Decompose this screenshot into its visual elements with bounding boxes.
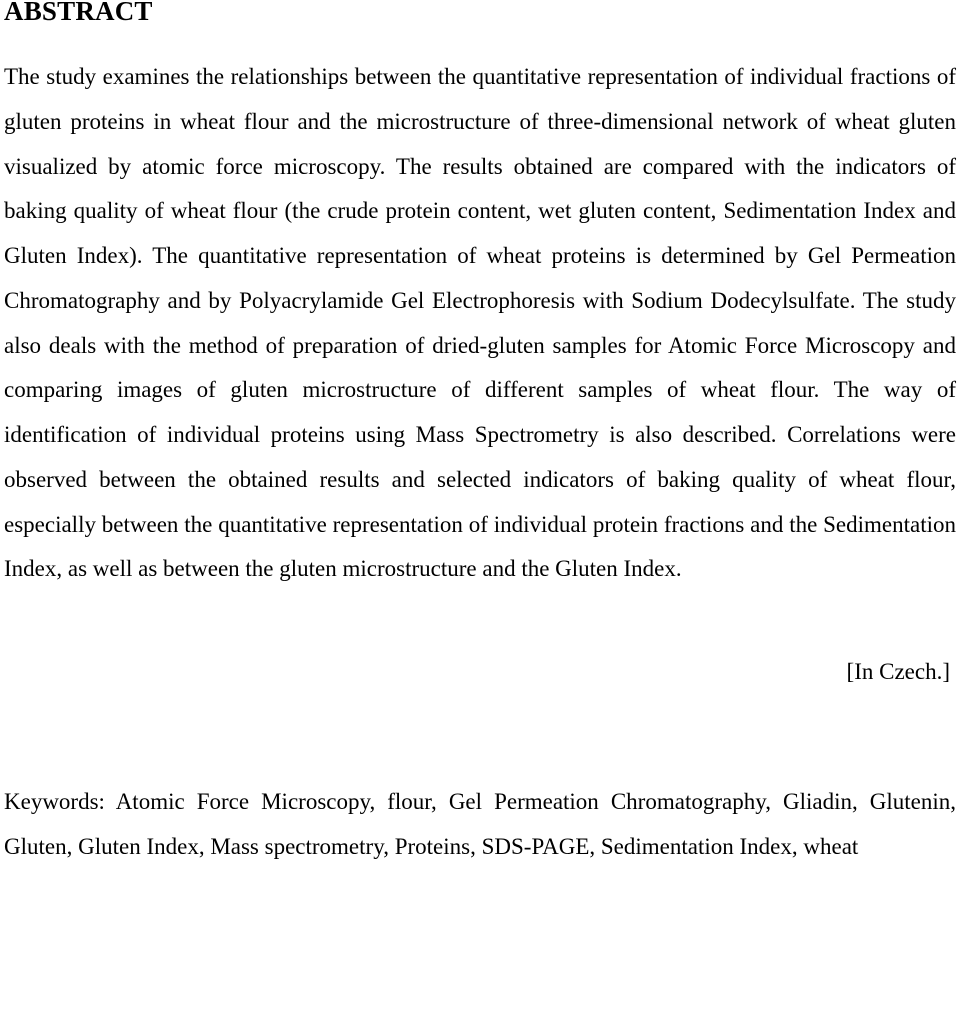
abstract-paragraph: The study examines the relationships between the quantitative representation of individual fractions of gluten proteins in wheat flour and the microstructure of three-dimensional network of wheat gluten visualized by atomic force microscopy. The results obtained are compared with the indicators of baking quality of wheat flour (the crude protein content, wet gluten content, Sedimentation Index and Gluten Index). The quantitative representation of wheat proteins is determined by Gel Permeation Chromatography and by Polyacrylamide Gel Electrophoresis with Sodium Dodecylsulfate. The study also deals with the method of preparation of dried-gluten samples for Atomic Force Microscopy and comparing images of gluten microstructure of different samples of wheat flour. The way of identification of individual proteins using Mass Spectrometry is also described. Correlations were observed between the obtained results and selected indicators of baking quality of wheat flour, especially between the quantitative representation of individual protein fractions and the Sedimentation Index, as well as between the gluten microstructure and the Gluten Index. xyxy=(4,64,956,582)
keywords-paragraph: Keywords: Atomic Force Microscopy, flour, Gel Permeation Chromatography, Gliadin, Glutenin, Gluten, Gluten Index, Mass spectrometry, Proteins, SDS-PAGE, Sedimentation Index, wheat xyxy=(4,789,956,859)
abstract-heading: ABSTRACT xyxy=(4,0,153,26)
language-note: [In Czech.] xyxy=(846,659,950,684)
document-page xyxy=(4,0,956,869)
